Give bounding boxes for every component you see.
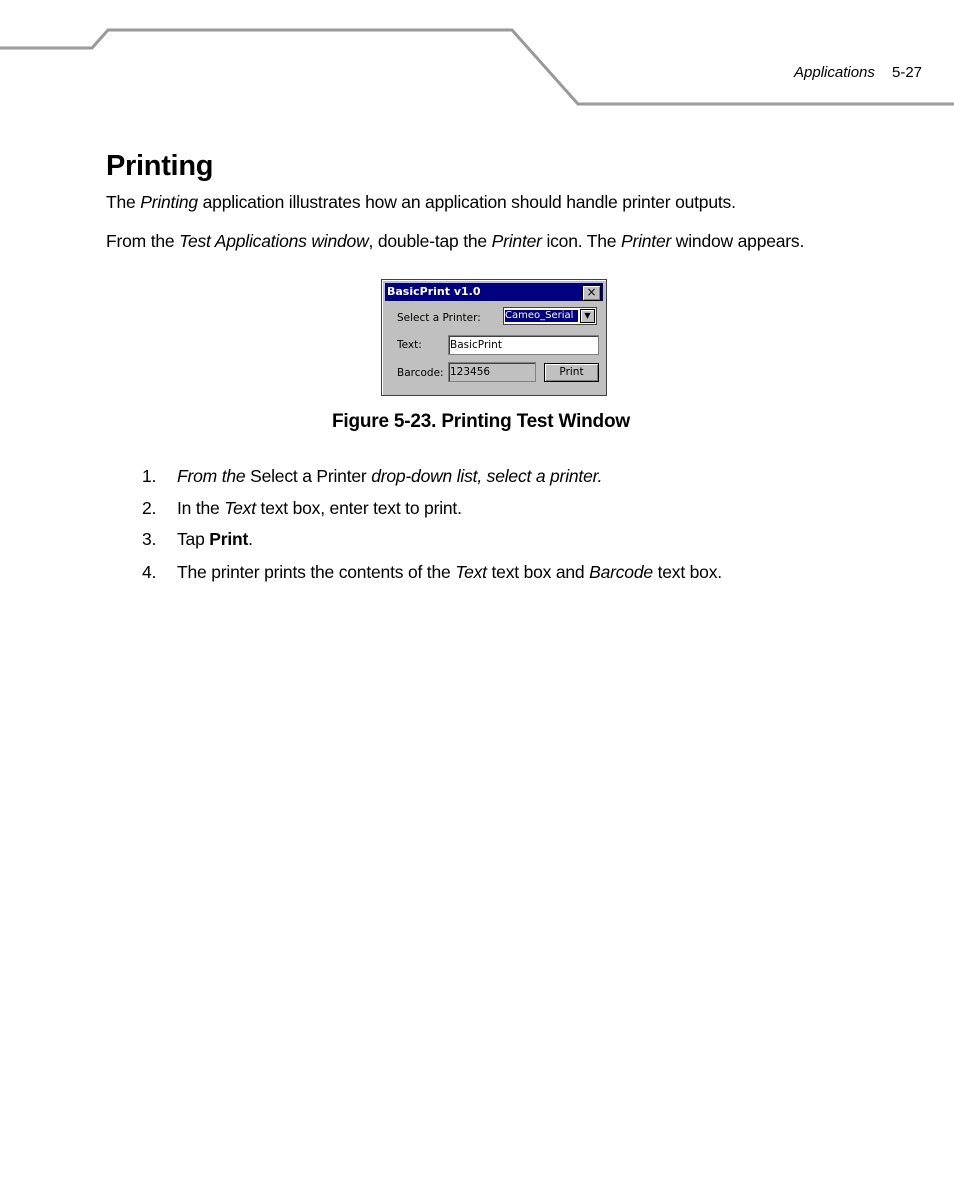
chevron-down-icon[interactable]: ▼ [580, 309, 595, 323]
intro-paragraph: The Printing application illustrates how an application should handle printer outputs. [106, 192, 736, 212]
list-item: 2. In the Text text box, enter text to print. [142, 498, 462, 518]
basicprint-window [381, 279, 607, 396]
list-item: 4. The printer prints the contents of the Text text box and Barcode text box. [142, 562, 722, 582]
barcode-input[interactable]: 123456 [448, 362, 536, 382]
print-button[interactable]: Print [544, 363, 599, 382]
list-item: 3. Tap Print. [142, 529, 253, 549]
list-item: 1. From the Select a Printer drop-down list, select a printer. [142, 466, 603, 486]
printer-dropdown[interactable] [503, 307, 597, 325]
close-icon[interactable]: × [582, 285, 601, 301]
window-title: BasicPrint v1.0 [387, 285, 481, 298]
header-frame-lines [0, 0, 954, 110]
select-printer-label: Select a Printer: [397, 312, 481, 324]
instruction-paragraph: From the Test Applications window, double-tap the Printer icon. The Printer window appears. [106, 231, 805, 251]
text-label: Text: [397, 339, 422, 351]
figure-caption: Figure 5-23. Printing Test Window [332, 411, 630, 432]
running-header-section: Applications [794, 64, 875, 81]
printer-dropdown-value: Cameo_Serial [505, 310, 578, 322]
section-heading: Printing [106, 150, 214, 182]
barcode-label: Barcode: [397, 367, 444, 379]
text-input[interactable]: BasicPrint [448, 335, 599, 355]
page-number: 5-27 [892, 64, 923, 81]
window-titlebar [385, 283, 603, 301]
